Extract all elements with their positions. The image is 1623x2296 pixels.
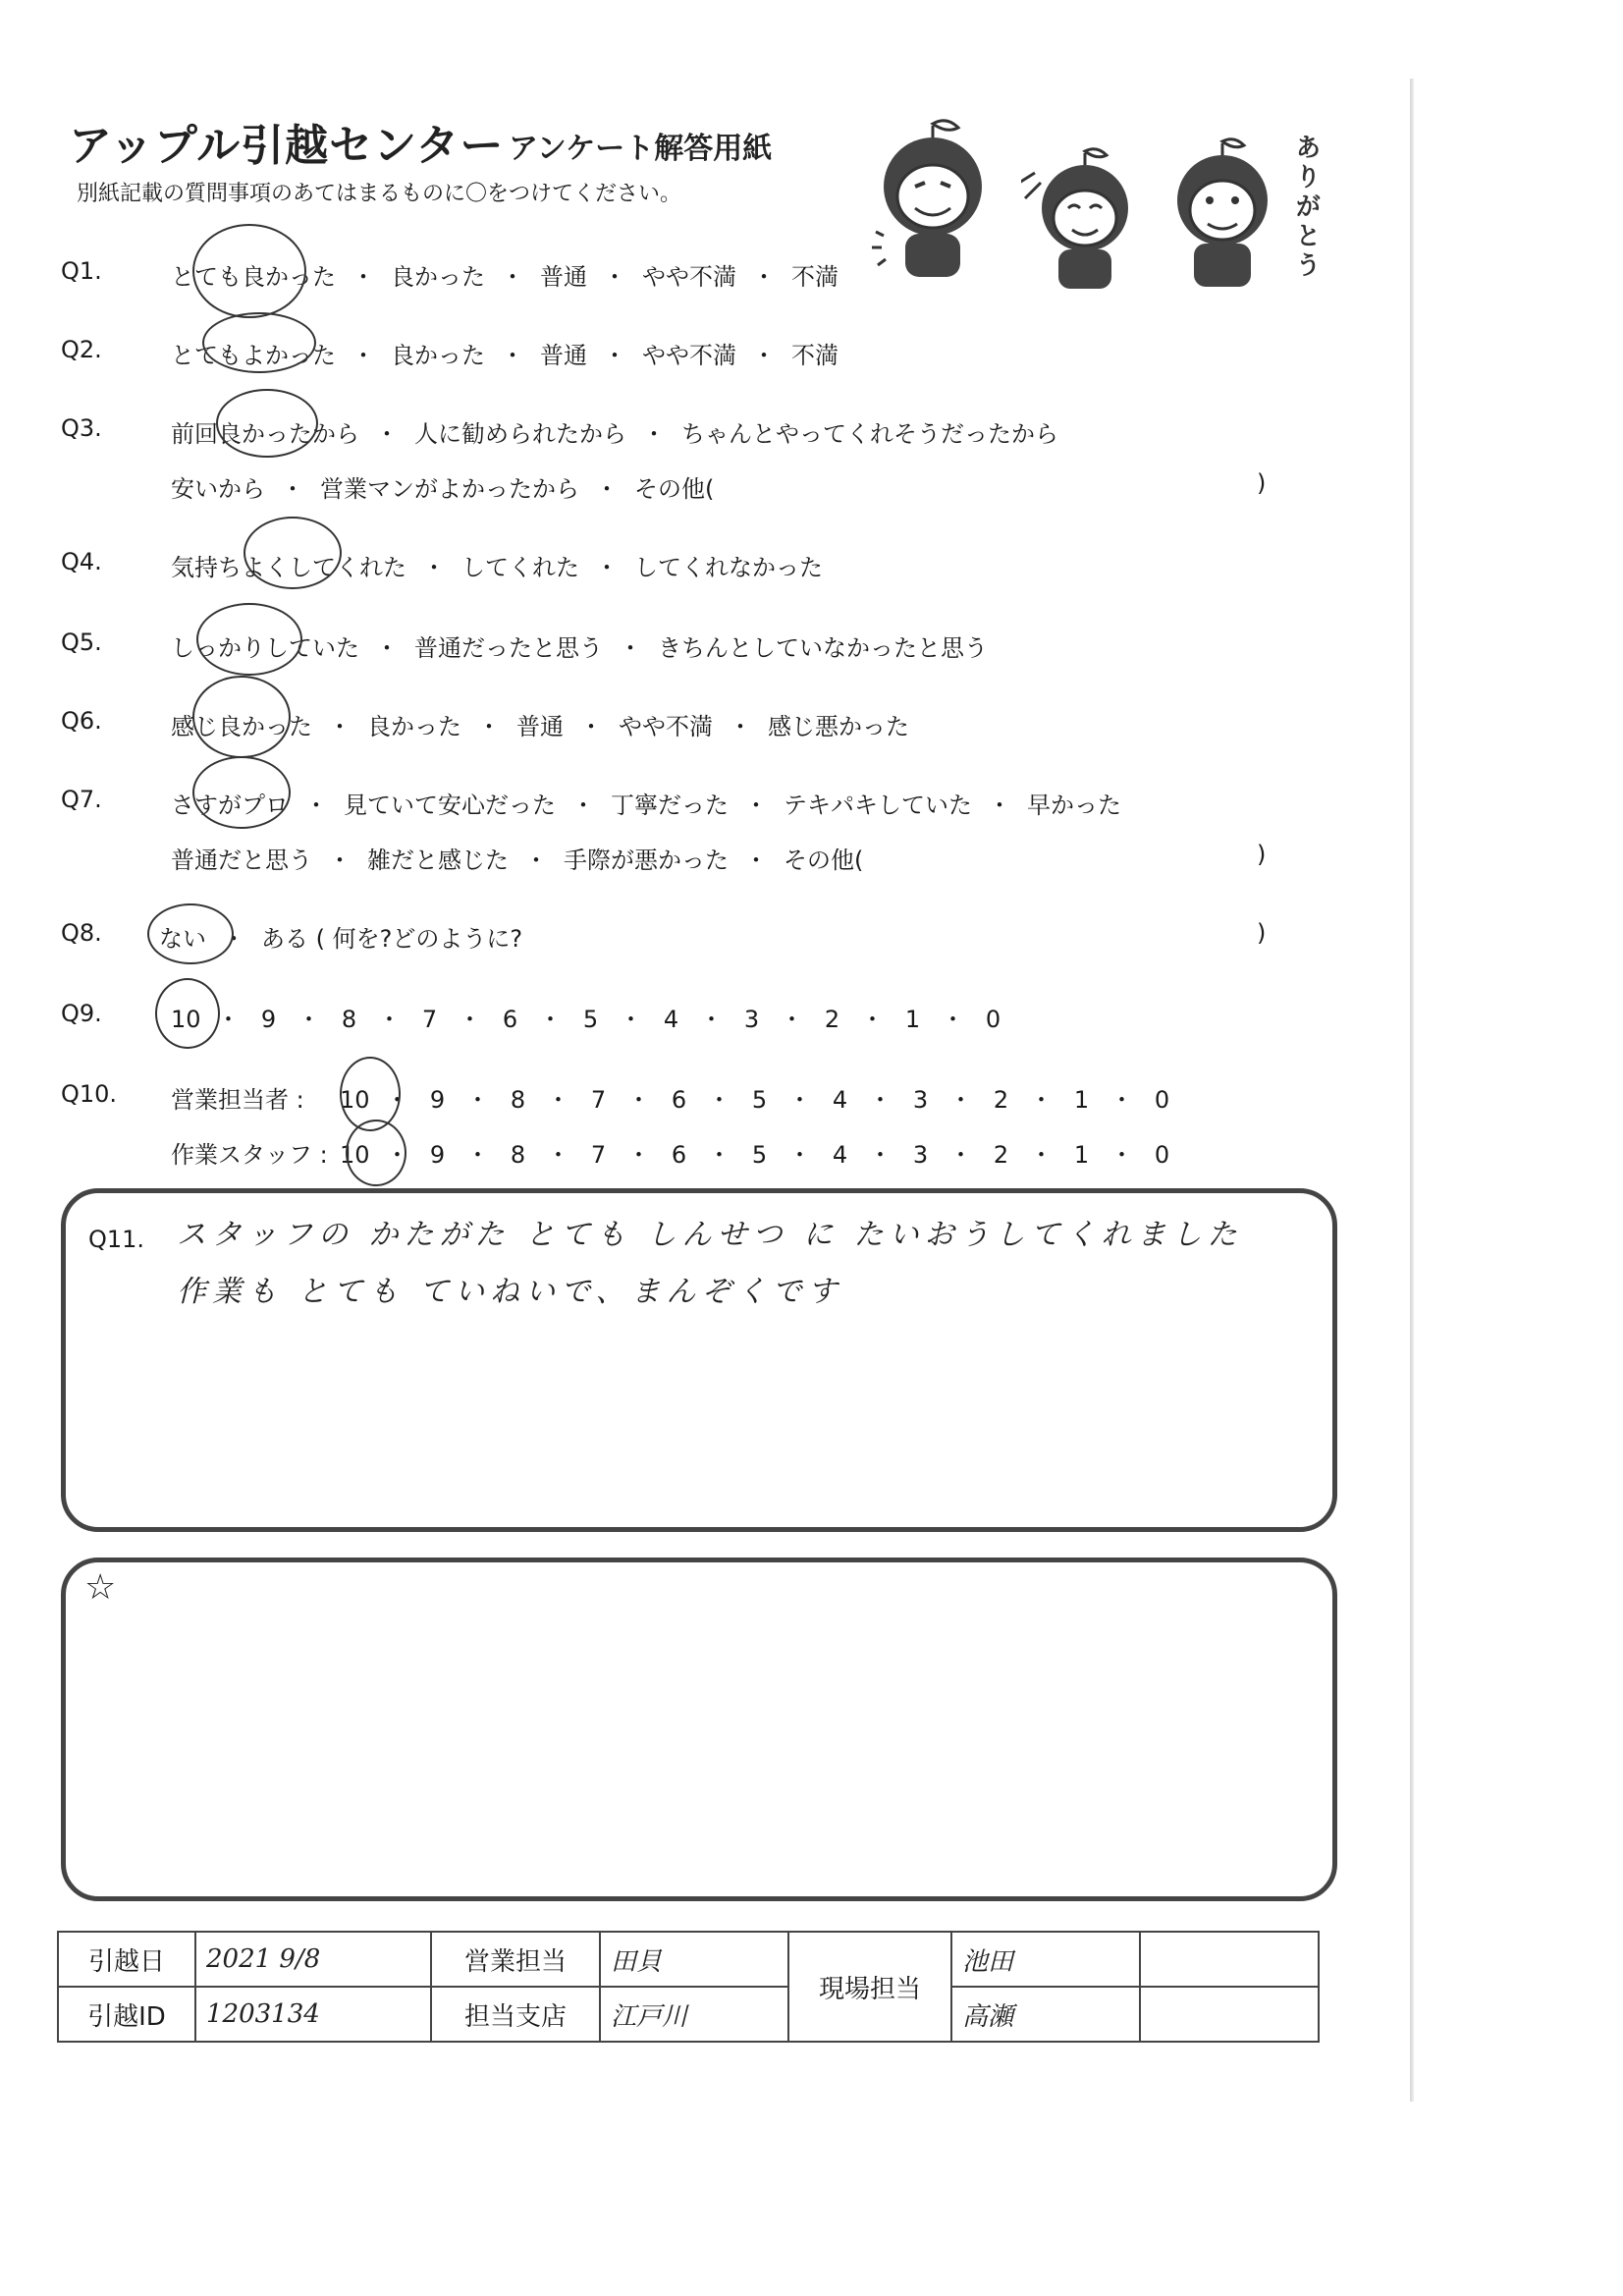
monkey-mascot-icon: [1159, 137, 1286, 295]
separator: ・: [787, 1086, 812, 1114]
q10-sales-scale: [340, 1080, 1175, 1115]
q7-option[interactable]: その他(: [784, 847, 864, 874]
q8-options: ない ・ ある ( 何を?どのように?: [159, 925, 523, 953]
mascot-thanks-text: ありがとう: [1291, 134, 1321, 281]
question-number: Q4.: [61, 548, 102, 575]
q2-option[interactable]: 普通: [540, 342, 587, 369]
answer-circle: [147, 903, 234, 964]
q9-option-6[interactable]: 6: [502, 1006, 518, 1033]
q10-staff-option-7[interactable]: 7: [590, 1141, 607, 1169]
q1-option[interactable]: とても良かった: [171, 263, 336, 291]
q10-staff-option-3[interactable]: 3: [912, 1141, 929, 1169]
q10-staff-scale: [340, 1135, 1175, 1170]
separator: ・: [377, 1006, 402, 1033]
site-value: 高瀬: [951, 1987, 1140, 2042]
q7-options-line1: さすがプロ ・ 見ていて安心だった ・ 丁寧だった ・ テキパキしていた ・ 早かった: [171, 792, 1121, 819]
q6-option[interactable]: 感じ良かった: [171, 713, 312, 740]
q7-option[interactable]: 手際が悪かった: [564, 847, 729, 874]
q10-staff-option-1[interactable]: 1: [1073, 1141, 1090, 1169]
empty-cell: [1140, 1987, 1319, 2042]
q6-option[interactable]: 感じ悪かった: [768, 713, 909, 740]
info-table: [57, 1931, 1320, 2043]
q10-sales-option-5[interactable]: 5: [751, 1086, 768, 1114]
q8-option[interactable]: ある ( 何を?どのように?: [261, 925, 523, 953]
q4-options: 気持ちよくしてくれた ・ してくれた ・ してくれなかった: [171, 554, 823, 581]
q1-option[interactable]: 不満: [791, 263, 839, 291]
q9-option-5[interactable]: 5: [582, 1006, 599, 1033]
separator: ・: [948, 1141, 973, 1169]
close-paren: ): [1257, 469, 1267, 497]
move-id-label: 引越ID: [58, 1987, 195, 2042]
q9-option-9[interactable]: 9: [260, 1006, 277, 1033]
q4-option[interactable]: してくれた: [461, 554, 579, 581]
q3-options-line2: 安いから ・ 営業マンがよかったから ・ その他(: [171, 475, 715, 503]
empty-cell: [1140, 1932, 1319, 1987]
q2-option[interactable]: とてもよかった: [171, 342, 336, 369]
q3-options-line1: 前回良かったから ・ 人に勧められたから ・ ちゃんとやってくれそうだったから: [171, 420, 1058, 448]
separator: ・: [619, 1006, 643, 1033]
q1-option[interactable]: 普通: [540, 263, 587, 291]
separator: ・: [941, 1006, 965, 1033]
q7-option[interactable]: 見ていて安心だった: [344, 792, 556, 819]
q9-option-3[interactable]: 3: [743, 1006, 760, 1033]
q10-sales-option-6[interactable]: 6: [671, 1086, 687, 1114]
separator: ・: [626, 1086, 651, 1114]
q10-staff-option-9[interactable]: 9: [429, 1141, 446, 1169]
separator: ・: [787, 1141, 812, 1169]
q7-option[interactable]: 雑だと感じた: [367, 847, 509, 874]
monkey-mascot-icon: [1021, 147, 1149, 295]
separator: ・: [868, 1086, 893, 1114]
question-number: Q3.: [61, 414, 102, 442]
monkey-mascot-icon: [864, 118, 1001, 285]
q9-option-10[interactable]: 10: [171, 1006, 201, 1033]
separator: ・: [707, 1141, 731, 1169]
separator: ・: [546, 1086, 570, 1114]
q2-option[interactable]: 良かった: [391, 342, 485, 369]
separator: ・: [1109, 1141, 1134, 1169]
q3-option[interactable]: その他(: [634, 475, 715, 503]
answer-circle: [346, 1120, 406, 1186]
separator: ・: [385, 1086, 409, 1114]
form-subtitle: アンケート解答用紙: [509, 132, 773, 166]
close-paren: ): [1257, 841, 1267, 868]
question-number: Q11.: [88, 1226, 145, 1253]
q2-options: とてもよかった ・ 良かった ・ 普通 ・ やや不満 ・ 不満: [171, 342, 839, 369]
move-date-label: 引越日: [58, 1932, 195, 1987]
close-paren: ): [1257, 919, 1267, 947]
q10-staff-option-2[interactable]: 2: [993, 1141, 1009, 1169]
question-number: Q5.: [61, 629, 102, 656]
q7-option[interactable]: テキパキしていた: [784, 792, 972, 819]
q5-option[interactable]: しっかりしていた: [171, 634, 359, 662]
q3-option[interactable]: 安いから: [171, 475, 265, 503]
free-comment-box: [61, 1558, 1337, 1901]
q9-option-4[interactable]: 4: [663, 1006, 679, 1033]
q9-option-8[interactable]: 8: [341, 1006, 357, 1033]
company-title: アップル引越センター: [69, 121, 505, 171]
separator: ・: [546, 1141, 570, 1169]
q10-sales-option-8[interactable]: 8: [510, 1086, 526, 1114]
q5-options: しっかりしていた ・ 普通だったと思う ・ きちんとしていなかったと思う: [171, 634, 988, 662]
q9-scale: [171, 1000, 1006, 1034]
answer-circle: [202, 312, 316, 373]
q6-option[interactable]: やや不満: [619, 713, 713, 740]
instruction-text: 別紙記載の質問事項のあてはまるものに〇をつけてください。: [77, 182, 682, 206]
q7-option[interactable]: 丁寧だった: [611, 792, 729, 819]
q3-option[interactable]: ちゃんとやってくれそうだったから: [681, 420, 1058, 448]
answer-circle: [216, 389, 318, 458]
q10-sales-option-4[interactable]: 4: [832, 1086, 848, 1114]
question-number: Q1.: [61, 257, 102, 285]
question-number: Q9.: [61, 1000, 102, 1027]
separator: ・: [699, 1006, 724, 1033]
separator: ・: [385, 1141, 409, 1169]
site-value: 池田: [951, 1932, 1140, 1987]
q10-sales-label: 営業担当者 :: [171, 1086, 304, 1114]
separator: ・: [216, 1006, 241, 1033]
q10-sales-option-2[interactable]: 2: [993, 1086, 1009, 1114]
separator: ・: [1029, 1141, 1054, 1169]
q4-option[interactable]: してくれなかった: [634, 554, 823, 581]
q9-option-2[interactable]: 2: [824, 1006, 840, 1033]
q3-option[interactable]: 前回良かったから: [171, 420, 359, 448]
separator: ・: [780, 1006, 804, 1033]
q1-option[interactable]: やや不満: [642, 263, 736, 291]
q8-option[interactable]: ない: [159, 925, 206, 953]
q11-answer-line: スタッフの かたがた とても しんせつ に たいおうしてくれました: [177, 1218, 1243, 1252]
q10-sales-option-10[interactable]: 10: [340, 1086, 370, 1114]
answer-circle: [155, 978, 220, 1049]
move-date-value: 2021 9/8: [195, 1932, 431, 1987]
answer-circle: [192, 224, 306, 318]
q10-staff-option-8[interactable]: 8: [510, 1141, 526, 1169]
separator: ・: [707, 1086, 731, 1114]
q9-option-1[interactable]: 1: [904, 1006, 921, 1033]
q7-option[interactable]: さすがプロ: [171, 792, 289, 819]
q10-staff-option-5[interactable]: 5: [751, 1141, 768, 1169]
answer-circle: [196, 603, 302, 676]
q9-option-7[interactable]: 7: [421, 1006, 438, 1033]
sales-label: 営業担当: [431, 1932, 600, 1987]
q2-option[interactable]: やや不満: [642, 342, 736, 369]
q10-sales-option-3[interactable]: 3: [912, 1086, 929, 1114]
q2-option[interactable]: 不満: [791, 342, 839, 369]
q5-option[interactable]: きちんとしていなかったと思う: [658, 634, 988, 662]
sales-value: 田貝: [600, 1932, 788, 1987]
answer-circle: [192, 756, 291, 829]
q6-options: 感じ良かった ・ 良かった ・ 普通 ・ やや不満 ・ 感じ悪かった: [171, 713, 909, 740]
q11-answer-line: 作業も とても ていねいで、まんぞくです: [177, 1275, 843, 1309]
q10-sales-option-0[interactable]: 0: [1154, 1086, 1170, 1114]
q10-staff-label: 作業スタッフ :: [171, 1141, 328, 1169]
branch-label: 担当支店: [431, 1987, 600, 2042]
q6-option[interactable]: 普通: [516, 713, 564, 740]
q3-option[interactable]: 営業マンがよかったから: [320, 475, 579, 503]
question-number: Q8.: [61, 919, 102, 947]
branch-value: 江戸川: [600, 1987, 788, 2042]
site-label: 現場担当: [788, 1932, 951, 2042]
q10-sales-option-7[interactable]: 7: [590, 1086, 607, 1114]
q10-staff-option-10[interactable]: 10: [340, 1141, 370, 1169]
separator: ・: [465, 1086, 490, 1114]
q7-options-line2: 普通だと思う ・ 雑だと感じた ・ 手際が悪かった ・ その他(: [171, 847, 864, 874]
question-number: Q10.: [61, 1080, 118, 1108]
separator: ・: [538, 1006, 563, 1033]
q7-option[interactable]: 早かった: [1027, 792, 1121, 819]
question-number: Q7.: [61, 786, 102, 813]
move-id-value: 1203134: [195, 1987, 431, 2042]
separator: ・: [948, 1086, 973, 1114]
page-edge-shadow: [1410, 79, 1414, 2102]
q1-option[interactable]: 良かった: [391, 263, 485, 291]
question-number: Q6.: [61, 707, 102, 735]
question-number: Q2.: [61, 336, 102, 363]
separator: ・: [860, 1006, 885, 1033]
answer-circle: [243, 517, 342, 589]
q10-sales-option-1[interactable]: 1: [1073, 1086, 1090, 1114]
separator: ・: [1109, 1086, 1134, 1114]
separator: ・: [868, 1141, 893, 1169]
star-icon: ☆: [84, 1567, 117, 1608]
q7-option[interactable]: 普通だと思う: [171, 847, 312, 874]
q9-option-0[interactable]: 0: [985, 1006, 1001, 1033]
q10-staff-option-4[interactable]: 4: [832, 1141, 848, 1169]
separator: ・: [458, 1006, 482, 1033]
q10-sales-option-9[interactable]: 9: [429, 1086, 446, 1114]
q10-staff-option-0[interactable]: 0: [1154, 1141, 1170, 1169]
separator: ・: [626, 1141, 651, 1169]
q4-option[interactable]: 気持ちよくしてくれた: [171, 554, 406, 581]
separator: ・: [465, 1141, 490, 1169]
separator: ・: [1029, 1086, 1054, 1114]
separator: ・: [297, 1006, 321, 1033]
q1-options: とても良かった ・ 良かった ・ 普通 ・ やや不満 ・ 不満: [171, 263, 839, 291]
q10-staff-option-6[interactable]: 6: [671, 1141, 687, 1169]
q6-option[interactable]: 良かった: [367, 713, 461, 740]
q5-option[interactable]: 普通だったと思う: [414, 634, 603, 662]
q3-option[interactable]: 人に勧められたから: [414, 420, 626, 448]
answer-circle: [192, 676, 291, 758]
